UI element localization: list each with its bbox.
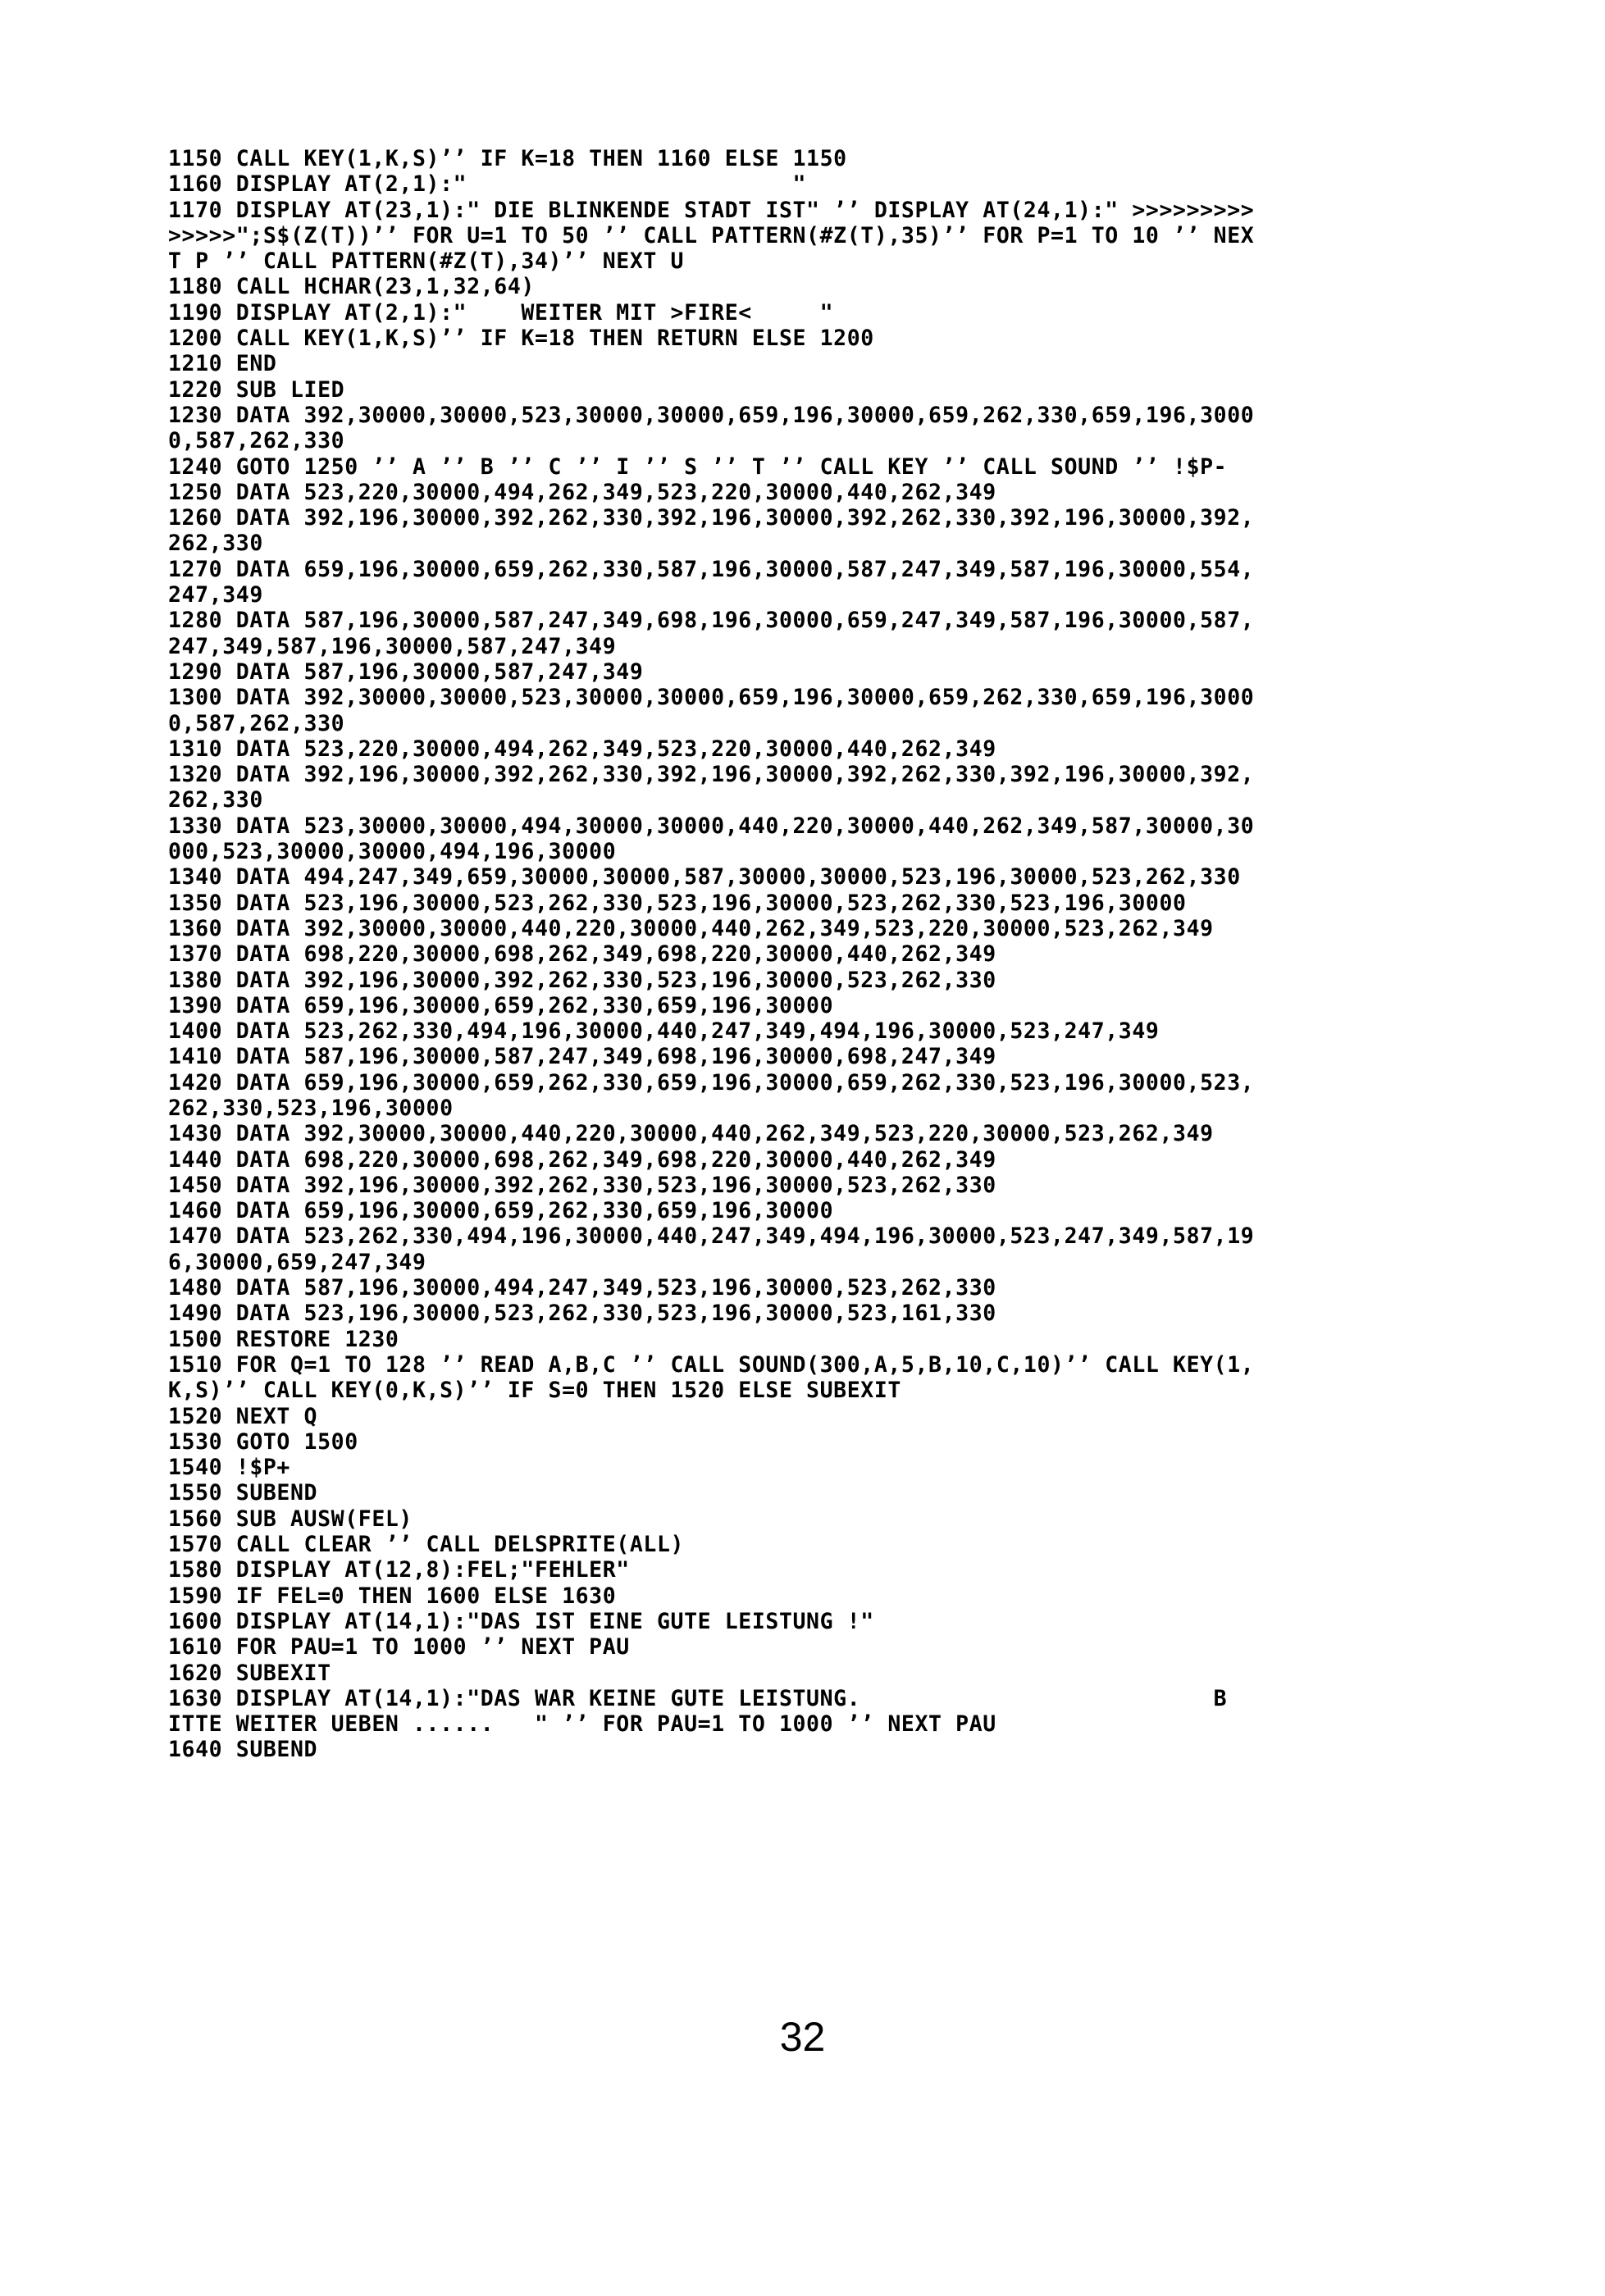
code-line: 1510 FOR Q=1 TO 128 ’’ READ A,B,C ’’ CALL SOUND(300,A,5,B,10,C,10)’’ CALL KEY(1, (168, 1351, 1255, 1378)
code-line: 1620 SUBEXIT (168, 1660, 331, 1686)
code-line: 1180 CALL HCHAR(23,1,32,64) (168, 274, 535, 300)
code-line: 1250 DATA 523,220,30000,494,262,349,523,220,30000,440,262,349 (168, 479, 996, 505)
code-line: 1190 DISPLAY AT(2,1):" WEITER MIT >FIRE< " (168, 299, 834, 326)
code-line: 262,330 (168, 787, 263, 813)
code-line: ITTE WEITER UEBEN ...... " ’’ FOR PAU=1 TO 1000 ’’ NEXT PAU (168, 1711, 996, 1738)
code-line: 000,523,30000,30000,494,196,30000 (168, 839, 617, 865)
code-line: 1640 SUBEND (168, 1737, 318, 1763)
code-line: 1240 GOTO 1250 ’’ A ’’ B ’’ C ’’ I ’’ S ’’ T ’’ CALL KEY ’’ CALL SOUND ’’ !$P- (168, 453, 1228, 480)
code-line: >>>>>";S$(Z(T))’’ FOR U=1 TO 50 ’’ CALL PATTERN(#Z(T),35)’’ FOR P=1 TO 10 ’’ NEX (168, 222, 1255, 248)
code-line: 1600 DISPLAY AT(14,1):"DAS IST EINE GUTE LEISTUNG !" (168, 1608, 874, 1634)
code-line: 1390 DATA 659,196,30000,659,262,330,659,196,30000 (168, 992, 834, 1018)
code-line: 1450 DATA 392,196,30000,392,262,330,523,196,30000,523,262,330 (168, 1172, 996, 1198)
code-line: 1560 SUB AUSW(FEL) (168, 1506, 413, 1532)
code-line: 1470 DATA 523,262,330,494,196,30000,440,247,349,494,196,30000,523,247,349,587,19 (168, 1223, 1255, 1250)
code-line: 247,349,587,196,30000,587,247,349 (168, 633, 617, 659)
code-line: 1310 DATA 523,220,30000,494,262,349,523,220,30000,440,262,349 (168, 736, 996, 762)
code-line: 1440 DATA 698,220,30000,698,262,349,698,220,30000,440,262,349 (168, 1146, 996, 1173)
code-line: 1360 DATA 392,30000,30000,440,220,30000,440,262,349,523,220,30000,523,262,349 (168, 915, 1214, 941)
code-line: 1220 SUB LIED (168, 376, 345, 403)
code-line: 1610 FOR PAU=1 TO 1000 ’’ NEXT PAU (168, 1634, 630, 1660)
code-line: 1300 DATA 392,30000,30000,523,30000,30000,659,196,30000,659,262,330,659,196,3000 (168, 685, 1255, 711)
code-line: 1410 DATA 587,196,30000,587,247,349,698,196,30000,698,247,349 (168, 1044, 996, 1070)
code-line: 1460 DATA 659,196,30000,659,262,330,659,196,30000 (168, 1198, 834, 1224)
page-number: 32 (779, 2014, 826, 2060)
code-line: 6,30000,659,247,349 (168, 1249, 426, 1275)
program-listing (168, 146, 1448, 1763)
code-line: 1270 DATA 659,196,30000,659,262,330,587,196,30000,587,247,349,587,196,30000,554, (168, 556, 1255, 582)
code-line: 1260 DATA 392,196,30000,392,262,330,392,196,30000,392,262,330,392,196,30000,392, (168, 505, 1255, 531)
code-line: 1570 CALL CLEAR ’’ CALL DELSPRITE(ALL) (168, 1532, 685, 1558)
code-line: 1530 GOTO 1500 (168, 1428, 358, 1455)
code-line: 0,587,262,330 (168, 428, 345, 454)
code-line: 1150 CALL KEY(1,K,S)’’ IF K=18 THEN 1160 ELSE 1150 (168, 146, 847, 171)
code-line: 1290 DATA 587,196,30000,587,247,349 (168, 658, 644, 685)
code-line: 1500 RESTORE 1230 (168, 1326, 399, 1352)
code-line: 1280 DATA 587,196,30000,587,247,349,698,196,30000,659,247,349,587,196,30000,587, (168, 608, 1255, 634)
code-line: 1540 !$P+ (168, 1455, 290, 1481)
code-line: 1370 DATA 698,220,30000,698,262,349,698,220,30000,440,262,349 (168, 941, 996, 968)
code-line: 1430 DATA 392,30000,30000,440,220,30000,440,262,349,523,220,30000,523,262,349 (168, 1121, 1214, 1147)
code-line: 1200 CALL KEY(1,K,S)’’ IF K=18 THEN RETURN ELSE 1200 (168, 326, 874, 352)
code-line: 1580 DISPLAY AT(12,8):FEL;"FEHLER" (168, 1557, 630, 1583)
code-line: 247,349 (168, 582, 263, 608)
code-line: 1400 DATA 523,262,330,494,196,30000,440,247,349,494,196,30000,523,247,349 (168, 1018, 1160, 1045)
code-line: 1420 DATA 659,196,30000,659,262,330,659,196,30000,659,262,330,523,196,30000,523, (168, 1069, 1255, 1096)
code-line: 1350 DATA 523,196,30000,523,262,330,523,196,30000,523,262,330,523,196,30000 (168, 890, 1187, 916)
code-line: 262,330 (168, 531, 263, 557)
code-line: 1230 DATA 392,30000,30000,523,30000,30000,659,196,30000,659,262,330,659,196,3000 (168, 402, 1255, 428)
code-line: 1210 END (168, 351, 277, 377)
code-line: K,S)’’ CALL KEY(0,K,S)’’ IF S=0 THEN 1520 ELSE SUBEXIT (168, 1378, 901, 1404)
code-line: 1340 DATA 494,247,349,659,30000,30000,587,30000,30000,523,196,30000,523,262,330 (168, 864, 1241, 891)
code-line: 1550 SUBEND (168, 1480, 318, 1506)
code-line: 1330 DATA 523,30000,30000,494,30000,30000,440,220,30000,440,262,349,587,30000,30 (168, 813, 1255, 839)
code-line: 1170 DISPLAY AT(23,1):" DIE BLINKENDE STADT IST" ’’ DISPLAY AT(24,1):" >>>>>>>>> (168, 197, 1255, 223)
code-line: 1320 DATA 392,196,30000,392,262,330,392,196,30000,392,262,330,392,196,30000,392, (168, 762, 1255, 788)
code-line: 1480 DATA 587,196,30000,494,247,349,523,196,30000,523,262,330 (168, 1275, 996, 1301)
code-line: 0,587,262,330 (168, 710, 345, 736)
code-line: 1520 NEXT Q (168, 1403, 318, 1429)
code-line: 1160 DISPLAY AT(2,1):" " (168, 171, 807, 198)
code-line: 1590 IF FEL=0 THEN 1600 ELSE 1630 (168, 1583, 617, 1609)
code-line: 1380 DATA 392,196,30000,392,262,330,523,196,30000,523,262,330 (168, 967, 996, 993)
code-line: 1630 DISPLAY AT(14,1):"DAS WAR KEINE GUTE LEISTUNG. B (168, 1685, 1228, 1711)
code-line: 262,330,523,196,30000 (168, 1095, 454, 1121)
code-line: T P ’’ CALL PATTERN(#Z(T),34)’’ NEXT U (168, 248, 685, 275)
code-line: 1490 DATA 523,196,30000,523,262,330,523,196,30000,523,161,330 (168, 1301, 996, 1327)
